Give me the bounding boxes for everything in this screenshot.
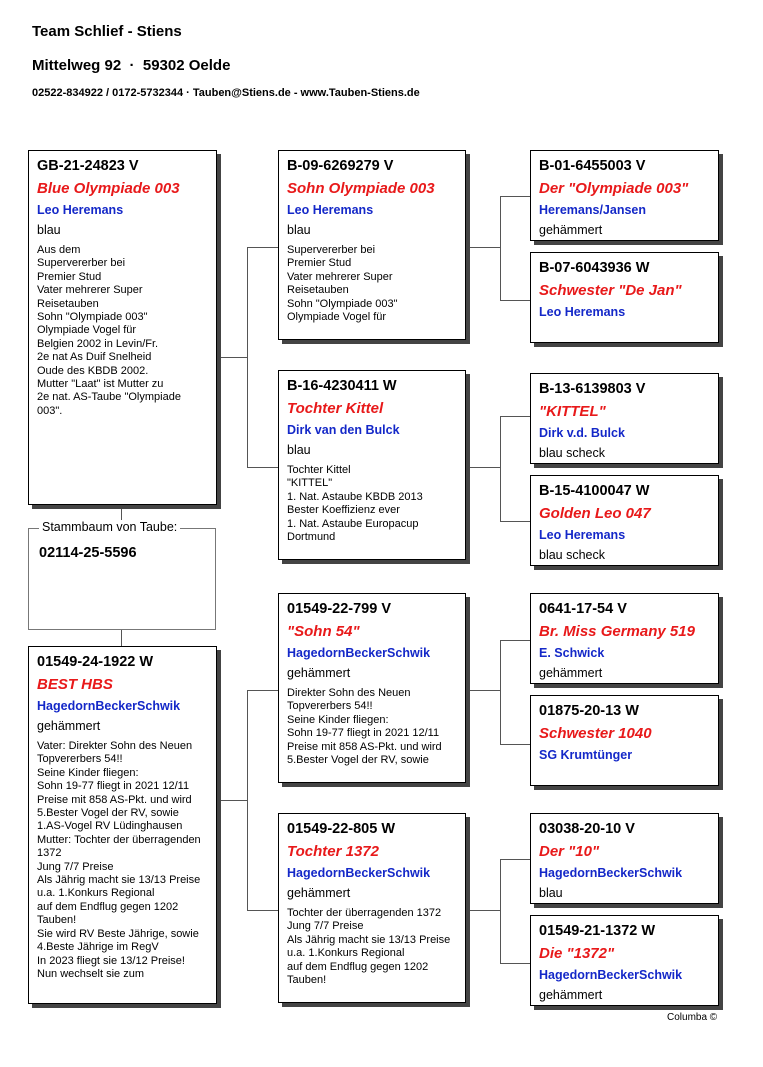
pigeon-name: Tochter 1372 (287, 843, 379, 860)
plumage-color: blau (287, 443, 311, 457)
breeder: Dirk van den Bulck (287, 423, 400, 437)
connector (500, 963, 530, 964)
pigeon-name: Golden Leo 047 (539, 505, 651, 522)
ring-number: B-09-6269279 V (287, 158, 394, 174)
address: Mittelweg 92 · 59302 Oelde (32, 57, 231, 74)
pigeon-card-mother[interactable] (28, 646, 217, 1004)
connector (247, 247, 278, 248)
connector (217, 800, 247, 801)
connector (500, 196, 530, 197)
plumage-color: gehämmert (539, 223, 603, 237)
pigeon-card-father-sire[interactable] (278, 150, 466, 340)
pigeon-card-mff[interactable] (530, 593, 719, 684)
pigeon-name: BEST HBS (37, 676, 113, 693)
pigeon-name: Br. Miss Germany 519 (539, 623, 695, 640)
ring-number: B-13-6139803 V (539, 381, 646, 397)
connector (466, 247, 500, 248)
connector (247, 690, 248, 911)
connector (466, 910, 500, 911)
pigeon-name: Der "10" (539, 843, 600, 860)
ring-number: B-01-6455003 V (539, 158, 646, 174)
pigeon-card-mother-dam[interactable] (278, 813, 466, 1003)
pigeon-name: Sohn Olympiade 003 (287, 180, 435, 197)
plumage-color: blau scheck (539, 548, 606, 562)
ring-number: 01875-20-13 W (539, 703, 639, 719)
ring-number: GB-21-24823 V (37, 158, 139, 174)
pedigree-notes: Tochter der überragenden 1372 Jung 7/7 Preise Als Jährig macht sie 13/13 Preise u.a. 1.Konkurs Regional auf dem Endflug gegen 1202 Tauben! (287, 907, 451, 987)
pigeon-card-fmf[interactable] (530, 373, 719, 464)
ring-number: 01549-24-1922 W (37, 654, 154, 670)
connector (500, 416, 530, 417)
ring-number: 03038-20-10 V (539, 821, 635, 837)
connector (500, 859, 530, 860)
pigeon-name: Schwester "De Jan" (539, 282, 682, 299)
pigeon-name: "Sohn 54" (287, 623, 360, 640)
ring-number: 0641-17-54 V (539, 601, 627, 617)
plumage-color: blau (539, 886, 563, 900)
plumage-color: blau (37, 223, 61, 237)
connector (500, 640, 501, 744)
pigeon-name: Die "1372" (539, 945, 615, 962)
connector (500, 744, 530, 745)
breeder: HagedornBeckerSchwik (287, 646, 431, 660)
pedigree-notes: Vater: Direkter Sohn des Neuen Topvererbers 54!! Seine Kinder fliegen: Sohn 19-77 fliegt in 2021 12/11 Preise mit 858 AS-Pkt. und wird 5.Bester Vogel der RV, sowie 1.AS-Vogel RV Lüdinghausen Mutter: Tochter der überragenden 1372 Jung 7/7 Preise Als Jährig macht sie 13/13 Preise u.a. 1.Konkurs Regional auf dem Endflug gegen 1202 Tauben! Sie wird RV Beste Jährige, sowie 4.Beste Jährige im RegV In 2023 fliegt sie 13/12 Preise! Nun wechselt sie zum (37, 740, 201, 980)
breeder: Dirk v.d. Bulck (539, 426, 625, 440)
plumage-color: gehämmert (287, 666, 351, 680)
breeder: Heremans/Jansen (539, 203, 647, 217)
breeder: Leo Heremans (539, 528, 626, 542)
subject-label: Stammbaum von Taube: (39, 520, 180, 534)
plumage-color: gehämmert (539, 666, 603, 680)
pedigree-notes: Aus dem Supervererber bei Premier Stud Vater mehrerer Super Reisetauben Sohn "Olympiade 003" Olympiade Vogel für Belgien 2002 in Levin/Fr. 2e nat As Duif Snelheid Oude des KBDB 2002. Mutter "Laat" ist Mutter zu 2e nat. AS-Taube "Olympiade 003". (37, 244, 181, 417)
pigeon-card-mother-sire[interactable] (278, 593, 466, 783)
subject-ring-number: 02114-25-5596 (39, 545, 137, 561)
connector (247, 690, 278, 691)
ring-number: B-15-4100047 W (539, 483, 650, 499)
ring-number: B-07-6043936 W (539, 260, 650, 276)
pedigree-notes: Direkter Sohn des Neuen Topvererbers 54!! Seine Kinder fliegen: Sohn 19-77 fliegt in 2021 12/11 Preise mit 858 AS-Pkt. und wird 5.Bester Vogel der RV, sowie (287, 687, 442, 767)
breeder: HagedornBeckerSchwik (37, 699, 181, 713)
pedigree-notes: Tochter Kittel "KITTEL" 1. Nat. Astaube KBDB 2013 Bester Koeffizienz ever 1. Nat. Astaube Europacup Dortmund (287, 464, 423, 544)
pigeon-card-fff[interactable] (530, 150, 719, 241)
pigeon-name: Schwester 1040 (539, 725, 652, 742)
pigeon-card-father-dam[interactable] (278, 370, 466, 560)
pigeon-card-ffm[interactable] (530, 252, 719, 343)
pigeon-card-mmf[interactable] (530, 813, 719, 904)
connector (247, 467, 278, 468)
pedigree-notes: Supervererber bei Premier Stud Vater mehrerer Super Reisetauben Sohn "Olympiade 003" Olympiade Vogel für (287, 244, 398, 324)
breeder: HagedornBeckerSchwik (287, 866, 431, 880)
pigeon-card-father[interactable] (28, 150, 217, 505)
breeder: HagedornBeckerSchwik (539, 968, 683, 982)
plumage-color: blau scheck (539, 446, 606, 460)
pigeon-name: "KITTEL" (539, 403, 606, 420)
connector (500, 859, 501, 963)
pigeon-name: Tochter Kittel (287, 400, 384, 417)
connector (466, 690, 500, 691)
pigeon-card-mmm[interactable] (530, 915, 719, 1006)
footer-credit: Columba © (667, 1012, 718, 1023)
connector (500, 300, 530, 301)
pedigree-subject (28, 520, 216, 630)
plumage-color: gehämmert (539, 988, 603, 1002)
pigeon-card-fmm[interactable] (530, 475, 719, 566)
connector (500, 521, 530, 522)
ring-number: B-16-4230411 W (287, 378, 397, 394)
plumage-color: blau (287, 223, 311, 237)
contact-line: 02522-834922 / 0172-5732344 · Tauben@Stiens.de - www.Tauben-Stiens.de (32, 87, 420, 99)
ring-number: 01549-21-1372 W (539, 923, 656, 939)
connector (247, 910, 278, 911)
breeder: SG Krumtünger (539, 748, 633, 762)
connector (500, 196, 501, 300)
connector (500, 640, 530, 641)
breeder: Leo Heremans (539, 305, 626, 319)
plumage-color: gehämmert (37, 719, 101, 733)
breeder: E. Schwick (539, 646, 605, 660)
pigeon-name: Der "Olympiade 003" (539, 180, 689, 197)
ring-number: 01549-22-805 W (287, 821, 396, 837)
breeder: HagedornBeckerSchwik (539, 866, 683, 880)
breeder: Leo Heremans (287, 203, 374, 217)
connector (466, 467, 500, 468)
pigeon-card-mfm[interactable] (530, 695, 719, 786)
connector (500, 416, 501, 521)
team-name: Team Schlief - Stiens (32, 23, 182, 40)
connector (121, 630, 122, 646)
pigeon-name: Blue Olympiade 003 (37, 180, 180, 197)
breeder: Leo Heremans (37, 203, 124, 217)
connector (247, 247, 248, 468)
plumage-color: gehämmert (287, 886, 351, 900)
connector (217, 357, 247, 358)
ring-number: 01549-22-799 V (287, 601, 391, 617)
